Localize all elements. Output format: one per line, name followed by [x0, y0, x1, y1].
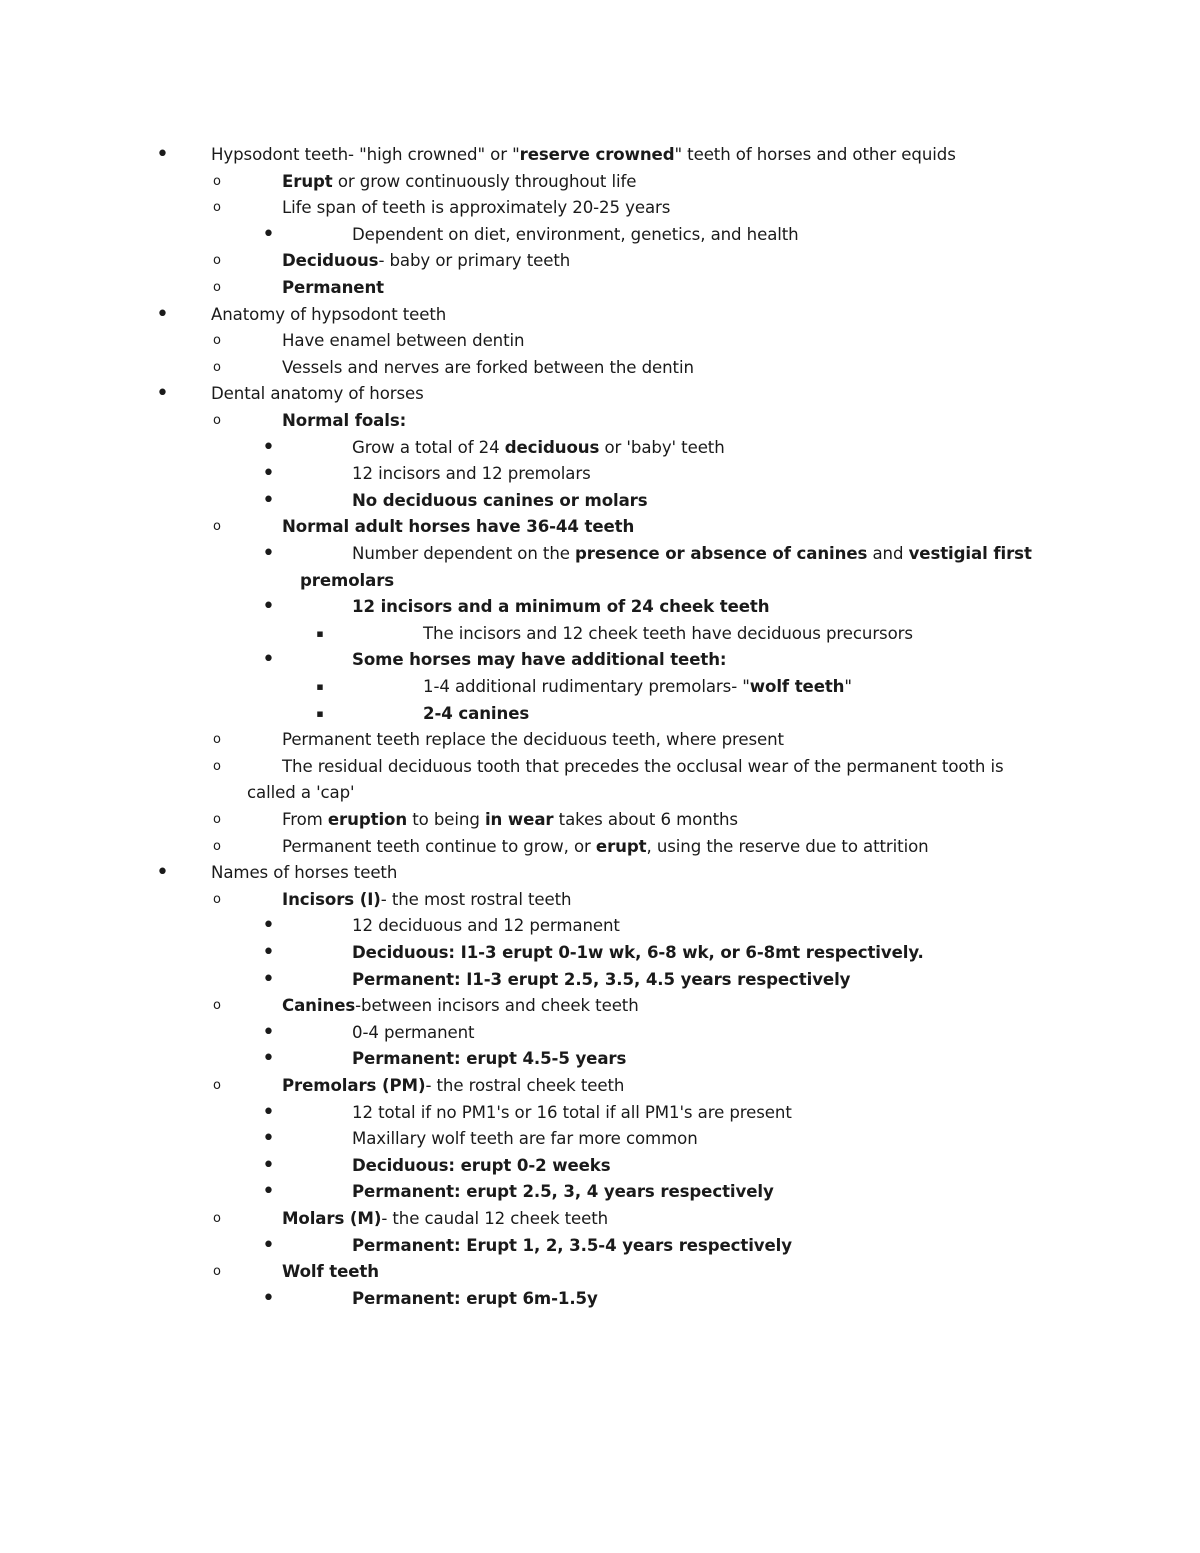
text-run: called a 'cap'	[247, 783, 355, 803]
item-text	[282, 408, 406, 435]
bullet-icon: •	[262, 913, 275, 939]
text-run: or 'baby' teeth	[599, 437, 725, 457]
bullet-icon: •	[262, 1232, 275, 1258]
sub-item	[0, 807, 1200, 834]
bullet-icon: •	[262, 647, 275, 673]
bold-text: Canines	[282, 996, 356, 1016]
bold-text: Incisors (I)	[282, 889, 381, 909]
bold-text: Permanent: Erupt 1, 2, 3.5-4 years respectively	[352, 1235, 792, 1255]
circle-bullet-icon: o	[213, 1078, 221, 1093]
bold-text: in wear	[484, 810, 554, 829]
bold-text: Normal foals:	[282, 411, 407, 430]
bold-text: wolf teeth	[749, 677, 845, 696]
item-text	[211, 142, 956, 169]
bullet-icon: •	[262, 594, 275, 620]
bold-text: Premolars (PM)	[282, 1076, 426, 1095]
text-run: , using the reserve due to attrition	[646, 836, 929, 856]
sub-sub-item	[0, 488, 1200, 515]
bold-text: vestigial first	[908, 544, 1032, 563]
square-bullet-icon: ▪	[316, 626, 324, 640]
bullet-icon: •	[262, 940, 275, 965]
bold-text: Permanent: erupt 6m-1.5y	[352, 1288, 598, 1308]
item-text	[352, 461, 591, 488]
detail-item	[0, 674, 1200, 701]
text-run: The incisors and 12 cheek teeth have deciduous precursors	[423, 623, 913, 643]
item-text	[282, 993, 639, 1020]
sub-item	[0, 727, 1200, 754]
sub-sub-item	[0, 1126, 1200, 1153]
sub-sub-item	[0, 1233, 1200, 1260]
bold-text: eruption	[327, 810, 408, 829]
item-text	[352, 1100, 792, 1127]
sub-item	[0, 1073, 1200, 1100]
sub-sub-item	[0, 1179, 1200, 1206]
text-run: Hypsodont teeth- "high crowned" or "	[211, 145, 520, 164]
item-text	[352, 1020, 474, 1047]
item-text	[282, 1073, 624, 1100]
text-run: Life span of teeth is approximately 20-25 years	[282, 198, 671, 218]
item-text	[282, 248, 570, 275]
bullet-icon: •	[262, 1046, 275, 1072]
sub-item	[0, 514, 1200, 541]
circle-bullet-icon: o	[213, 333, 221, 349]
text-run: and	[867, 544, 909, 563]
text-run: "	[844, 677, 852, 696]
square-bullet-icon: ▪	[316, 680, 324, 693]
item-text	[282, 834, 929, 861]
text-run: to being	[407, 810, 485, 829]
circle-bullet-icon: o	[213, 253, 221, 269]
sub-sub-item	[0, 1153, 1200, 1180]
bullet-icon: •	[262, 1099, 275, 1125]
text-run: -between incisors and cheek teeth	[355, 996, 639, 1016]
item-text	[423, 701, 529, 728]
bullet-icon: •	[156, 142, 169, 167]
text-run: " teeth of horses and other equids	[674, 145, 956, 164]
item-text	[352, 1179, 774, 1206]
text-run: Dental anatomy of horses	[211, 384, 424, 404]
item-text	[282, 887, 571, 914]
text-run: takes about 6 months	[553, 810, 738, 829]
bold-text: Molars (M)	[282, 1209, 382, 1228]
bullet-item	[0, 142, 1200, 169]
sub-item	[0, 328, 1200, 355]
text-run: 1-4 additional rudimentary premolars- "	[423, 677, 750, 696]
item-text	[300, 568, 394, 595]
item-text	[352, 967, 850, 994]
item-text	[211, 860, 397, 887]
bold-text: Permanent	[282, 278, 385, 297]
bullet-icon: •	[262, 434, 275, 460]
sub-item	[0, 993, 1200, 1020]
circle-bullet-icon: o	[213, 758, 221, 774]
text-run: Vessels and nerves are forked between the dentin	[282, 357, 694, 377]
sub-sub-item	[0, 461, 1200, 488]
sub-sub-item	[0, 967, 1200, 994]
bold-text: Deciduous: erupt 0-2 weeks	[352, 1155, 611, 1175]
sub-item	[0, 248, 1200, 275]
bullet-item	[0, 860, 1200, 887]
text-run: - baby or primary teeth	[378, 251, 571, 271]
item-text	[282, 275, 384, 302]
circle-bullet-icon: o	[213, 732, 221, 748]
text-run: 12 total if no PM1's or 16 total if all PM1's are present	[352, 1102, 792, 1122]
text-run: - the most rostral teeth	[380, 889, 572, 909]
bullet-icon: •	[262, 221, 275, 247]
circle-bullet-icon: o	[213, 519, 221, 535]
continuation-line	[0, 780, 1200, 807]
circle-bullet-icon: o	[213, 812, 221, 827]
sub-item	[0, 408, 1200, 435]
item-text	[282, 727, 784, 754]
circle-bullet-icon: o	[213, 359, 221, 375]
item-text	[352, 435, 725, 462]
text-run: Names of horses teeth	[211, 863, 398, 883]
bold-text: Erupt	[282, 171, 333, 191]
bullet-icon: •	[262, 461, 275, 487]
item-text	[352, 1046, 626, 1073]
bullet-item	[0, 302, 1200, 329]
bold-text: Deciduous: I1-3 erupt 0-1w wk, 6-8 wk, or 6-8mt respectively.	[352, 943, 924, 962]
text-run: Have enamel between dentin	[282, 331, 525, 351]
circle-bullet-icon: o	[213, 173, 221, 189]
bold-text: premolars	[300, 570, 395, 590]
bullet-icon: •	[262, 541, 275, 566]
bold-text: Permanent: I1-3 erupt 2.5, 3.5, 4.5 years respectively	[352, 969, 851, 989]
bold-text: deciduous	[504, 437, 600, 457]
bold-text: presence or absence of canines	[575, 544, 868, 563]
bullet-icon: •	[262, 1285, 275, 1311]
text-run: Maxillary wolf teeth are far more common	[352, 1129, 698, 1149]
sub-sub-item	[0, 1100, 1200, 1127]
sub-item	[0, 355, 1200, 382]
circle-bullet-icon: o	[213, 280, 221, 295]
text-run: Grow a total of 24	[352, 437, 505, 457]
sub-item	[0, 1206, 1200, 1233]
sub-sub-item	[0, 222, 1200, 249]
bullet-icon: •	[262, 1152, 275, 1178]
bullet-icon: •	[156, 381, 169, 407]
circle-bullet-icon: o	[213, 413, 221, 428]
text-run: or grow continuously throughout life	[332, 171, 637, 191]
circle-bullet-icon: o	[213, 200, 221, 216]
item-text	[211, 302, 446, 329]
text-run: Dependent on diet, environment, genetics, and health	[352, 224, 799, 244]
sub-item	[0, 275, 1200, 302]
circle-bullet-icon: o	[213, 838, 221, 854]
bullet-item	[0, 381, 1200, 408]
item-text	[352, 913, 620, 940]
bullet-icon: •	[262, 1019, 275, 1045]
text-run: 12 deciduous and 12 permanent	[352, 916, 620, 936]
text-run: Anatomy of hypsodont teeth	[211, 304, 447, 324]
item-text	[282, 195, 670, 222]
detail-item	[0, 701, 1200, 728]
bold-text: Permanent: erupt 4.5-5 years	[352, 1049, 627, 1069]
text-run: - the caudal 12 cheek teeth	[381, 1209, 609, 1228]
item-text	[352, 1286, 598, 1313]
bullet-icon: •	[156, 301, 169, 327]
item-text	[423, 674, 852, 701]
circle-bullet-icon: o	[213, 1211, 221, 1226]
item-text	[352, 647, 726, 674]
bullet-icon: •	[262, 1179, 275, 1205]
item-text	[423, 621, 913, 648]
text-run: The residual deciduous tooth that precedes the occlusal wear of the permanent tooth is	[282, 756, 1004, 776]
circle-bullet-icon: o	[213, 1264, 221, 1280]
item-text	[352, 594, 769, 621]
item-text	[282, 355, 694, 382]
detail-item	[0, 621, 1200, 648]
bold-text: Deciduous	[282, 251, 379, 271]
bold-text: Wolf teeth	[282, 1262, 379, 1282]
sub-item	[0, 754, 1200, 781]
bold-text: Some horses may have additional teeth:	[352, 650, 727, 670]
item-text	[282, 514, 634, 541]
sub-sub-item	[0, 1046, 1200, 1073]
bold-text: reserve crowned	[519, 145, 675, 164]
text-run: Number dependent on the	[352, 544, 576, 563]
circle-bullet-icon: o	[213, 891, 221, 907]
bold-text: Normal adult horses have 36-44 teeth	[282, 517, 635, 537]
text-run: - the rostral cheek teeth	[425, 1076, 625, 1095]
bullet-icon: •	[262, 966, 275, 992]
item-text	[211, 381, 424, 408]
item-text	[282, 1259, 379, 1286]
sub-sub-item	[0, 647, 1200, 674]
item-text	[352, 1153, 611, 1180]
bold-text: 12 incisors and a minimum of 24 cheek teeth	[352, 597, 770, 617]
text-run: From	[282, 810, 328, 829]
text-run: Permanent teeth replace the deciduous teeth, where present	[282, 730, 784, 750]
item-text	[282, 754, 1004, 781]
sub-sub-item	[0, 594, 1200, 621]
item-text	[352, 541, 1032, 568]
sub-item	[0, 1259, 1200, 1286]
sub-sub-item	[0, 1020, 1200, 1047]
sub-sub-item	[0, 913, 1200, 940]
item-text	[282, 328, 524, 355]
text-run: Permanent teeth continue to grow, or	[282, 836, 596, 856]
sub-sub-item	[0, 940, 1200, 967]
bullet-icon: •	[156, 860, 169, 886]
bullet-icon: •	[262, 1126, 275, 1152]
item-text	[282, 1206, 608, 1233]
item-text	[352, 1233, 792, 1260]
item-text	[352, 940, 924, 967]
sub-item	[0, 169, 1200, 196]
bold-text: No deciduous canines or molars	[352, 490, 648, 510]
sub-item	[0, 887, 1200, 914]
item-text	[352, 222, 799, 249]
bullet-icon: •	[262, 487, 275, 513]
item-text	[352, 488, 648, 515]
item-text	[352, 1126, 698, 1153]
sub-item	[0, 195, 1200, 222]
bold-text: Permanent: erupt 2.5, 3, 4 years respectively	[352, 1182, 774, 1202]
circle-bullet-icon: o	[213, 998, 221, 1014]
continuation-line	[0, 568, 1200, 595]
bold-text: erupt	[595, 836, 647, 856]
sub-sub-item	[0, 1286, 1200, 1313]
item-text	[282, 169, 636, 196]
text-run: 0-4 permanent	[352, 1022, 475, 1042]
text-run: 12 incisors and 12 premolars	[352, 464, 591, 484]
sub-sub-item	[0, 435, 1200, 462]
item-text	[282, 807, 738, 834]
sub-sub-item	[0, 541, 1200, 568]
sub-item	[0, 834, 1200, 861]
bold-text: 2-4 canines	[423, 703, 530, 723]
item-text	[247, 780, 355, 807]
square-bullet-icon: ▪	[316, 706, 324, 720]
